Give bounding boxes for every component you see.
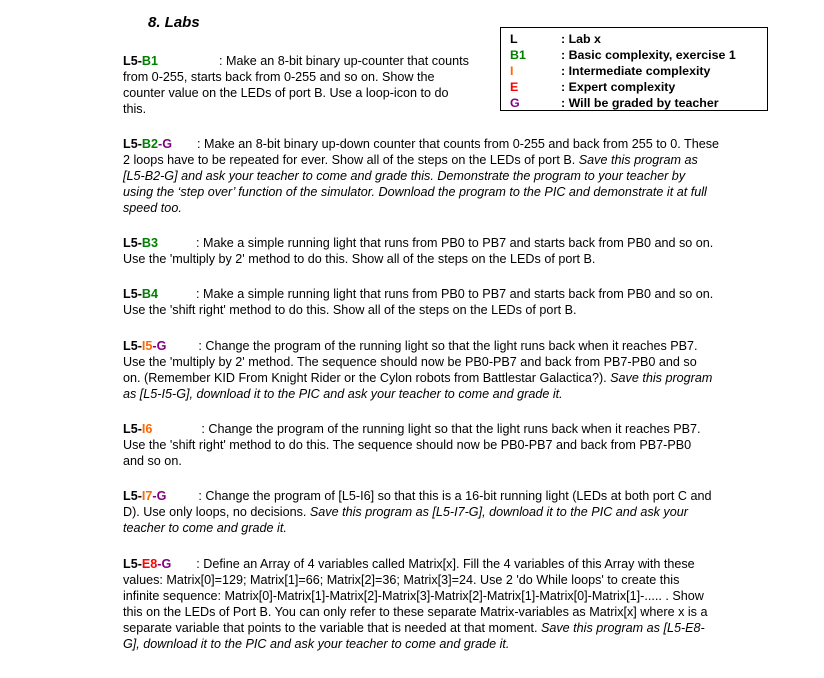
task-text-italic: Save this program as [578,153,698,168]
task-l5-i7-g [123,488,712,536]
task-text: : Make a simple running light that runs from PB0 to PB7 and starts back from PB0 and so on. [196,287,714,301]
legend-code: E [510,80,519,94]
task-text: Use the 'multiply by 2' method. The sequence should now be PB0-PB7 and back from PB7-PB0 and so [123,355,697,370]
task-text: : Make an 8-bit binary up-counter that counts [219,54,469,68]
task-l5-e8-g [123,556,707,653]
legend-desc: : Expert complexity [561,80,676,94]
task-l5-b3 [123,235,713,267]
task-text: this. [123,102,147,117]
task-id: L5-B2-G [123,137,172,151]
task-id: L5-B1 [123,54,158,68]
task-text: separate variable that points to the variable that is needed at that moment. [123,621,538,636]
task-text-italic: Save this program as [L5-I7-G], download it to the PIC and ask your [309,505,688,520]
complexity-legend [500,27,768,111]
task-text: Use the 'shift right' method to do this. Show all of the steps on the LEDs of port B. [123,303,577,318]
task-l5-i5-g [123,338,712,402]
task-text: : Change the program of the running light so that the light runs back when it reaches PB7. [201,422,701,436]
task-id: L5-I7-G [123,489,167,503]
task-l5-b2-g [123,136,719,216]
task-text-italic: G], download it to the PIC and ask your teacher to come and grade it. [123,637,510,652]
legend-desc: : Lab x [561,32,601,46]
task-text: 2 loops have to be repeated for ever. Show all of the steps on the LEDs of port B. [123,153,576,168]
task-text: D). Use only loops, no decisions. [123,505,307,520]
task-id: L5-I5-G [123,339,167,353]
section-title: 8. Labs [148,14,200,31]
task-id: L5-I6 [123,422,153,436]
task-text: Use the 'shift right' method to do this. The sequence should now be PB0-PB7 and back from PB7-PB0 [123,438,692,453]
task-text-italic: speed too. [123,201,182,216]
task-text-italic: [L5-B2-G] and ask your teacher to come and grade this. Demonstrate the program to your teacher by [123,169,686,184]
task-text-italic: teacher to come and grade it. [123,521,287,536]
task-id: L5-E8-G [123,557,172,571]
task-l5-b4 [123,286,713,318]
task-text: : Change the program of [L5-I6] so that this is a 16-bit running light (LEDs at both port C and [198,489,712,503]
task-l5-i6 [123,421,701,469]
task-text: : Make an 8-bit binary up-down counter that counts from 0-255 and back from 255 to 0. These [197,137,720,151]
task-id: L5-B3 [123,236,158,250]
task-text: Use the 'multiply by 2' method to do this. Show all of the steps on the LEDs of port B. [123,252,596,267]
task-text-italic: as [L5-I5-G], download it to the PIC and ask your teacher to come and grade it. [123,387,563,402]
task-l5-b1 [123,53,469,117]
task-text: counter value on the LEDs of port B. Use a loop-icon to do [123,86,449,101]
task-text: infinite sequence: Matrix[0]-Matrix[1]-Matrix[2]-Matrix[3]-Matrix[2]-Matrix[1]-Matrix[0]-Matrix[1]-..... . Show [123,589,704,604]
legend-code: G [510,96,520,110]
legend-code: I [510,64,514,78]
task-text: : Define an Array of 4 variables called Matrix[x]. Fill the 4 variables of this Array with these [196,557,695,571]
task-text: : Make a simple running light that runs from PB0 to PB7 and starts back from PB0 and so on. [196,236,714,250]
task-text: on. (Remember KID From Knight Rider or the Cylon robots from Battlestar Galactica?). [123,371,607,386]
task-text: values: Matrix[0]=129; Matrix[1]=66; Matrix[2]=36; Matrix[3]=24. Use 2 'do While loops' to create this [123,573,680,588]
legend-desc: : Basic complexity, exercise 1 [561,48,736,62]
task-text-italic: Save this program [610,371,713,386]
task-text: : Change the program of the running light so that the light runs back when it reaches PB7. [198,339,698,353]
task-id: L5-B4 [123,287,158,301]
legend-code: B1 [510,48,526,62]
task-text: this on the LEDs of Port B. You can only refer to these separate Matrix-variables as Matrix[x] where x is a [123,605,708,620]
task-text-italic: Save this program as [L5-E8- [540,621,705,636]
task-text-italic: using the ‘step over’ function of the simulator. Download the program to the PIC and demonstrate it at full [123,185,707,200]
task-text: and so on. [123,454,182,469]
legend-desc: : Intermediate complexity [561,64,711,78]
task-text: from 0-255, starts back from 0-255 and so on. Show the [123,70,435,85]
legend-code: L [510,32,518,46]
legend-desc: : Will be graded by teacher [561,96,719,110]
